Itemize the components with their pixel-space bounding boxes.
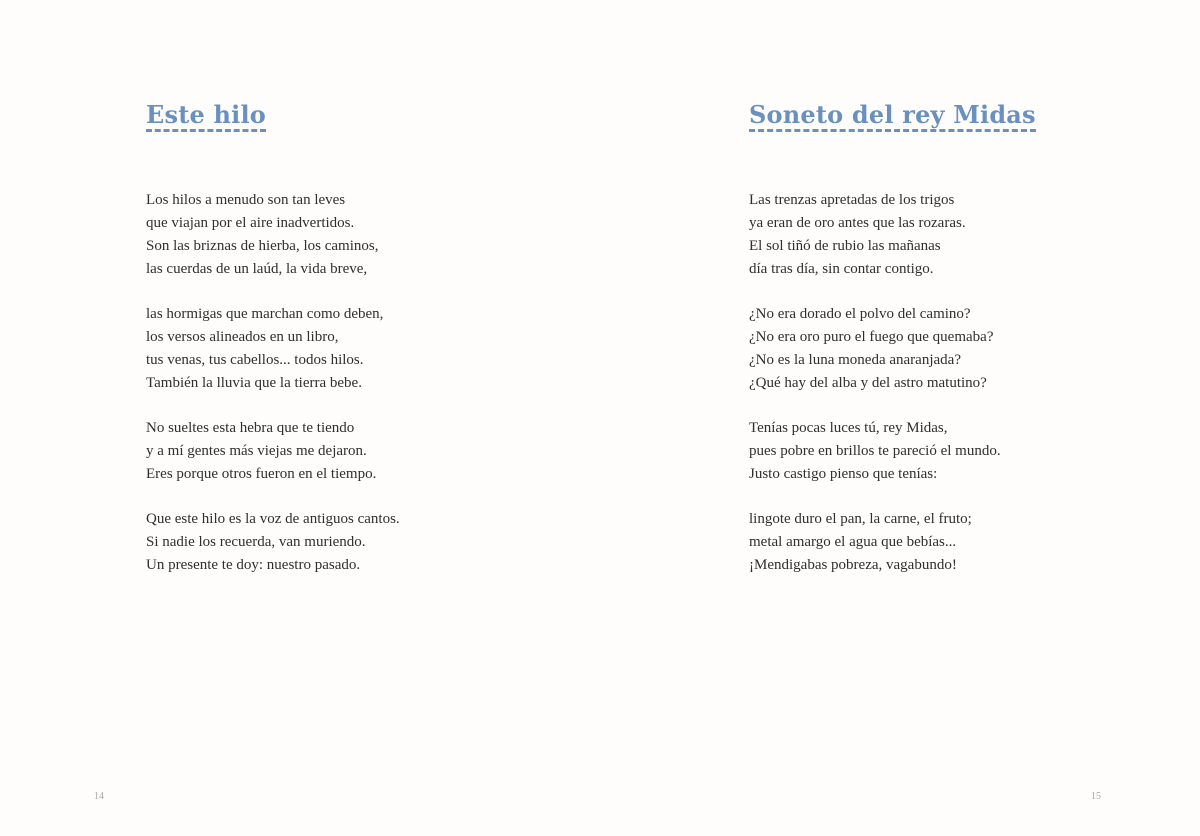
stanza [749, 508, 1001, 577]
verse: Justo castigo pienso que tenías: [749, 466, 938, 482]
stanza [146, 508, 400, 577]
verse: metal amargo el agua que bebías... [749, 534, 957, 550]
verse: ¿No es la luna moneda anaranjada? [749, 352, 961, 368]
verse: Un presente te doy: nuestro pasado. [146, 557, 361, 573]
stanza [749, 189, 1001, 281]
stanza [146, 189, 400, 281]
verse: ¿No era dorado el polvo del camino? [749, 306, 971, 322]
verse: los versos alineados en un libro, [146, 329, 339, 345]
right-page [600, 0, 1200, 836]
poem-body [146, 189, 400, 599]
stanza [749, 303, 1001, 395]
verse: ¿Qué hay del alba y del astro matutino? [749, 375, 987, 391]
verse: Tenías pocas luces tú, rey Midas, [749, 420, 948, 436]
verse: ya eran de oro antes que las rozaras. [749, 215, 966, 231]
verse: lingote duro el pan, la carne, el fruto; [749, 511, 972, 527]
stanza [749, 417, 1001, 486]
verse: y a mí gentes más viejas me dejaron. [146, 443, 367, 459]
page-number: 15 [1091, 791, 1101, 802]
stanza [146, 303, 400, 395]
verse: día tras día, sin contar contigo. [749, 261, 934, 277]
verse: Eres porque otros fueron en el tiempo. [146, 466, 377, 482]
verse: ¿No era oro puro el fuego que quemaba? [749, 329, 994, 345]
verse: tus venas, tus cabellos... todos hilos. [146, 352, 364, 368]
stanza [146, 417, 400, 486]
verse: pues pobre en brillos te pareció el mundo. [749, 443, 1001, 459]
poem-title-text: Soneto del rey Midas [749, 100, 1036, 129]
poem-title [749, 98, 1036, 132]
verse: Las trenzas apretadas de los trigos [749, 192, 955, 208]
verse: que viajan por el aire inadvertidos. [146, 215, 355, 231]
verse: El sol tiñó de rubio las mañanas [749, 238, 941, 254]
verse: No sueltes esta hebra que te tiendo [146, 420, 355, 436]
page-number: 14 [94, 791, 104, 802]
verse: Si nadie los recuerda, van muriendo. [146, 534, 366, 550]
verse: las hormigas que marchan como deben, [146, 306, 384, 322]
poem-title-text: Este hilo [146, 100, 267, 129]
title-dashed-underline [749, 129, 1036, 132]
verse: También la lluvia que la tierra bebe. [146, 375, 362, 391]
verse: ¡Mendigabas pobreza, vagabundo! [749, 557, 957, 573]
poem-title [146, 98, 266, 132]
poem-body [749, 189, 1001, 599]
verse: Que este hilo es la voz de antiguos cantos. [146, 511, 400, 527]
title-dashed-underline [146, 129, 266, 132]
verse: Son las briznas de hierba, los caminos, [146, 238, 379, 254]
verse: las cuerdas de un laúd, la vida breve, [146, 261, 368, 277]
verse: Los hilos a menudo son tan leves [146, 192, 346, 208]
